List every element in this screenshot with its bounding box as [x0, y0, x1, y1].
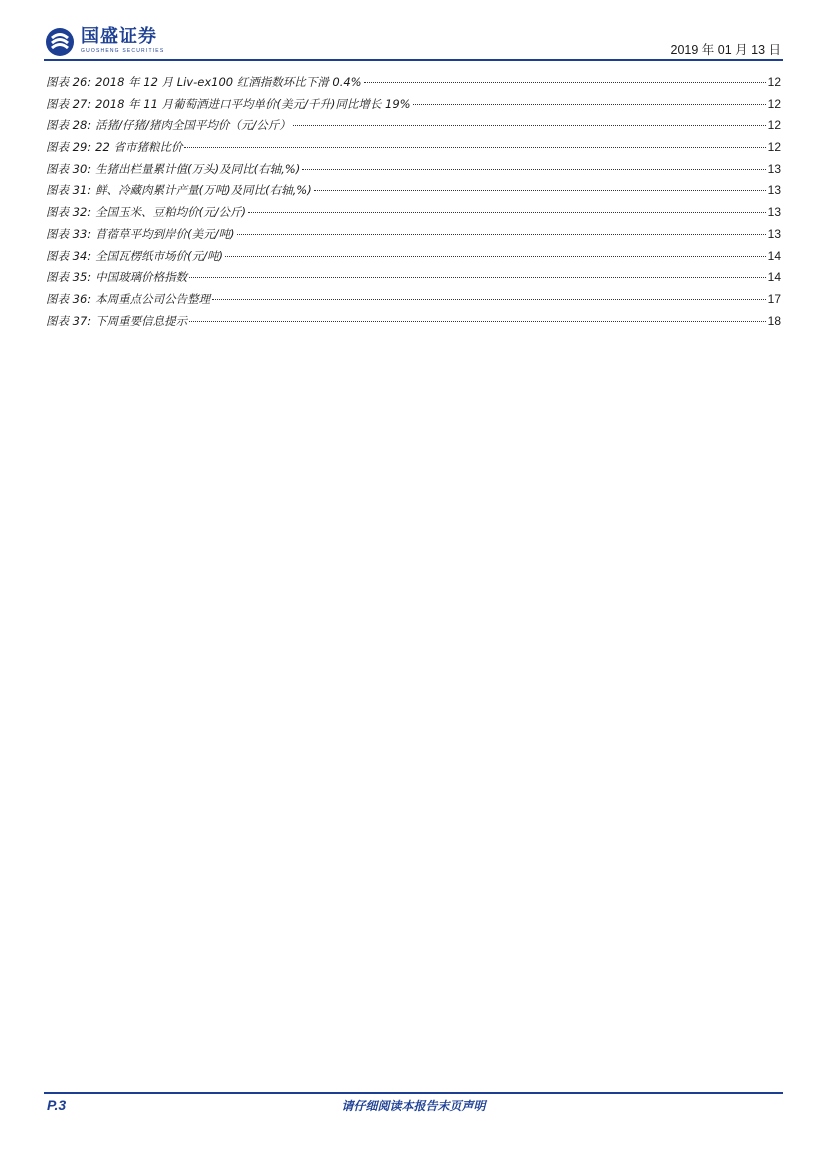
toc-entry-page: 13	[767, 161, 781, 176]
toc-entry-title: 苜蓿草平均到岸价(美元/吨)	[95, 226, 235, 241]
toc-entry-label: 图表 30:	[46, 161, 92, 176]
toc-entry-title: 2018 年 12 月 Liv-ex100 红酒指数环比下滑 0.4%	[95, 75, 362, 89]
toc-entry-label: 图表 32:	[46, 205, 92, 220]
toc-entry-title: 全国玉米、豆粕均价(元/公斤)	[95, 205, 247, 220]
toc-dot-leader	[413, 104, 766, 105]
footer-disclaimer: 请仔细阅读本报告末页声明	[341, 1099, 486, 1113]
footer-divider	[44, 1092, 783, 1094]
toc-entry-label: 图表 27:	[46, 96, 92, 111]
toc-entry-label: 图表 28:	[46, 118, 92, 133]
toc-entry-page: 13	[767, 205, 781, 220]
toc-entry[interactable]	[46, 182, 781, 204]
toc-dot-leader	[237, 234, 766, 235]
toc-dot-leader	[189, 277, 765, 278]
toc-entry[interactable]	[46, 248, 781, 270]
toc-entry[interactable]	[46, 291, 781, 313]
report-date: 2019 年 01 月 13 日	[670, 43, 781, 57]
toc-dot-leader	[225, 256, 766, 257]
toc-entry-label: 图表 34:	[46, 248, 92, 263]
toc-entry-page: 12	[767, 75, 781, 89]
toc-entry[interactable]	[46, 313, 781, 335]
toc-entry[interactable]	[46, 74, 781, 96]
toc-entry[interactable]	[46, 96, 781, 118]
logo-icon	[45, 27, 75, 57]
toc-entry-title: 下周重要信息提示	[95, 313, 188, 328]
toc-entry-label: 图表 29:	[46, 140, 92, 155]
toc-entry-title: 本周重点公司公告整理	[95, 291, 211, 306]
toc-dot-leader	[189, 321, 765, 322]
logo-name-en: GUOSHENG SECURITIES	[81, 48, 165, 54]
toc-entry-label: 图表 26:	[46, 75, 92, 89]
toc-entry-page: 14	[767, 270, 781, 285]
toc-entry-page: 17	[767, 291, 781, 306]
toc-entry-title: 鲜、冷藏肉累计产量(万吨)及同比(右轴,%)	[95, 183, 312, 198]
toc-entry-label: 图表 36:	[46, 291, 92, 306]
page-number: P.3	[47, 1097, 67, 1113]
toc-dot-leader	[248, 212, 766, 213]
toc-dot-leader	[314, 190, 766, 191]
toc-entry-label: 图表 37:	[46, 313, 92, 328]
toc-entry-page: 12	[767, 140, 781, 155]
toc-entry-title: 生猪出栏量累计值(万头)及同比(右轴,%)	[95, 161, 301, 176]
toc-entry-title: 活猪/仔猪/猪肉全国平均价（元/公斤）	[95, 118, 291, 133]
toc-entry[interactable]	[46, 226, 781, 248]
toc-dot-leader	[184, 147, 765, 148]
toc-entry-label: 图表 31:	[46, 183, 92, 198]
toc-entry-page: 13	[767, 226, 781, 241]
toc-dot-leader	[364, 82, 766, 83]
toc-entry[interactable]	[46, 269, 781, 291]
toc-entry[interactable]	[46, 161, 781, 183]
toc-entry-page: 13	[767, 183, 781, 198]
toc-entry[interactable]	[46, 139, 781, 161]
page-header	[0, 0, 827, 70]
toc-entry-title: 2018 年 11 月葡萄酒进口平均单价(美元/千升)同比增长 19%	[95, 96, 411, 111]
toc-entry[interactable]	[46, 204, 781, 226]
header-divider	[44, 59, 783, 61]
toc-entry-page: 12	[767, 118, 781, 133]
toc-entry-page: 14	[767, 248, 781, 263]
toc-entry-title: 22 省市猪粮比价	[95, 140, 183, 155]
toc-dot-leader	[302, 169, 765, 170]
toc-entry-page: 12	[767, 96, 781, 111]
toc-entry[interactable]	[46, 117, 781, 139]
toc-entry-title: 中国玻璃价格指数	[95, 270, 188, 285]
toc-entry-page: 18	[767, 313, 781, 328]
table-of-figures	[46, 74, 781, 334]
toc-dot-leader	[293, 125, 766, 126]
toc-entry-label: 图表 33:	[46, 226, 92, 241]
toc-entry-title: 全国瓦楞纸市场价(元/吨)	[95, 248, 224, 263]
toc-dot-leader	[212, 299, 765, 300]
logo-name-cn: 国盛证券	[81, 26, 157, 47]
toc-entry-label: 图表 35:	[46, 270, 92, 285]
